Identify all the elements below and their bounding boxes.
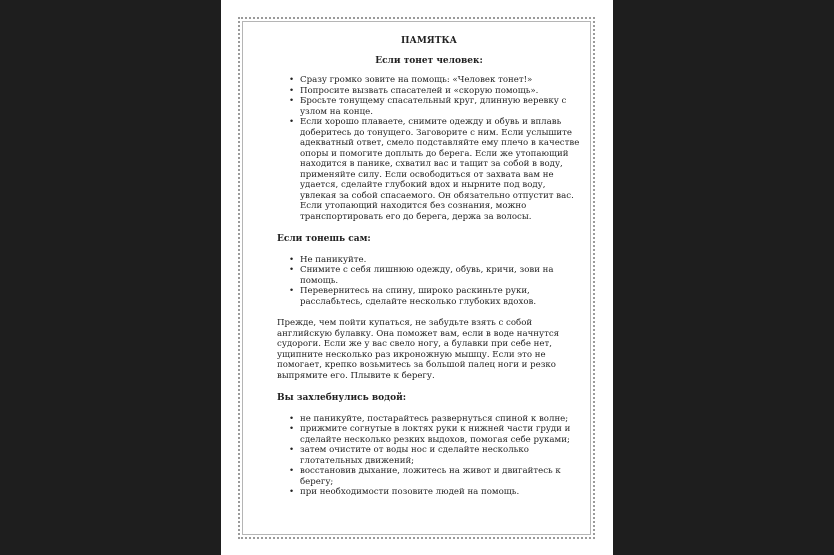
document-page — [221, 0, 613, 555]
section-heading-drowning-self: Если тонешь сам: — [277, 234, 371, 244]
list-item: • не паникуйте, постарайтесь развернуться спиной к волне; — [300, 414, 581, 425]
list-item: • прижмите согнутые в локтях руки к нижней части груди и сделайте несколько резких выдохов, помогая себе руками; — [300, 424, 581, 445]
document-content — [277, 36, 581, 498]
document-title: ПАМЯТКА — [401, 36, 457, 46]
list-item: • Если хорошо плаваете, снимите одежду и обувь и вплавь доберитесь до тонущего. Заговорите с ним. Если услышите адекватный ответ, смело подставляйте ему плечо в качестве опоры и помогите доплыть до берега. Если же утопающий находится в панике, схватил вас и тащит за собой в воду, применяйте силу. Если освободиться от захвата вам не удается, сделайте глубокий вдох и нырните под воду, увлекая за собой спасаемого. Он обязательно отпустит вас. Если утопающий находится без сознания, можно транспортировать его до берега, держа за волосы. — [300, 117, 581, 222]
section-heading-choked-water: Вы захлебнулись водой: — [277, 393, 407, 403]
list-item: • Сразу громко зовите на помощь: «Человек тонет!» — [300, 75, 581, 86]
list-item: • Перевернитесь на спину, широко раскиньте руки, расслабьтесь, сделайте несколько глубоких вдохов. — [300, 286, 581, 307]
list-item: • восстановив дыхание, ложитесь на живот и двигайтесь к берегу; — [300, 466, 581, 487]
list-drowning-self — [277, 255, 581, 308]
list-choked-water — [277, 414, 581, 498]
list-drowning-person — [277, 75, 581, 222]
list-item: • Бросьте тонущему спасательный круг, длинную веревку с узлом на конце. — [300, 96, 581, 117]
list-item: • Попросите вызвать спасателей и «скорую помощь». — [300, 86, 581, 97]
paragraph-pin-advice: Прежде, чем пойти купаться, не забудьте взять с собой английскую булавку. Она поможет вам, если в воде начнутся судороги. Если же у вас свело ногу, а булавки при себе нет, ущипните несколько раз икроножную мышцу. Если это не помогает, крепко возьмитесь за большой палец ноги и резко выпрямите его. Плывите к берегу. — [277, 318, 560, 381]
list-item: • затем очистите от воды нос и сделайте несколько глотательных движений; — [300, 445, 581, 466]
list-item: • Не паникуйте. — [300, 255, 581, 266]
list-item: • Снимите с себя лишнюю одежду, обувь, кричи, зови на помощь. — [300, 265, 581, 286]
list-item: • при необходимости позовите людей на помощь. — [300, 487, 581, 498]
section-heading-drowning-person: Если тонет человек: — [375, 55, 483, 66]
